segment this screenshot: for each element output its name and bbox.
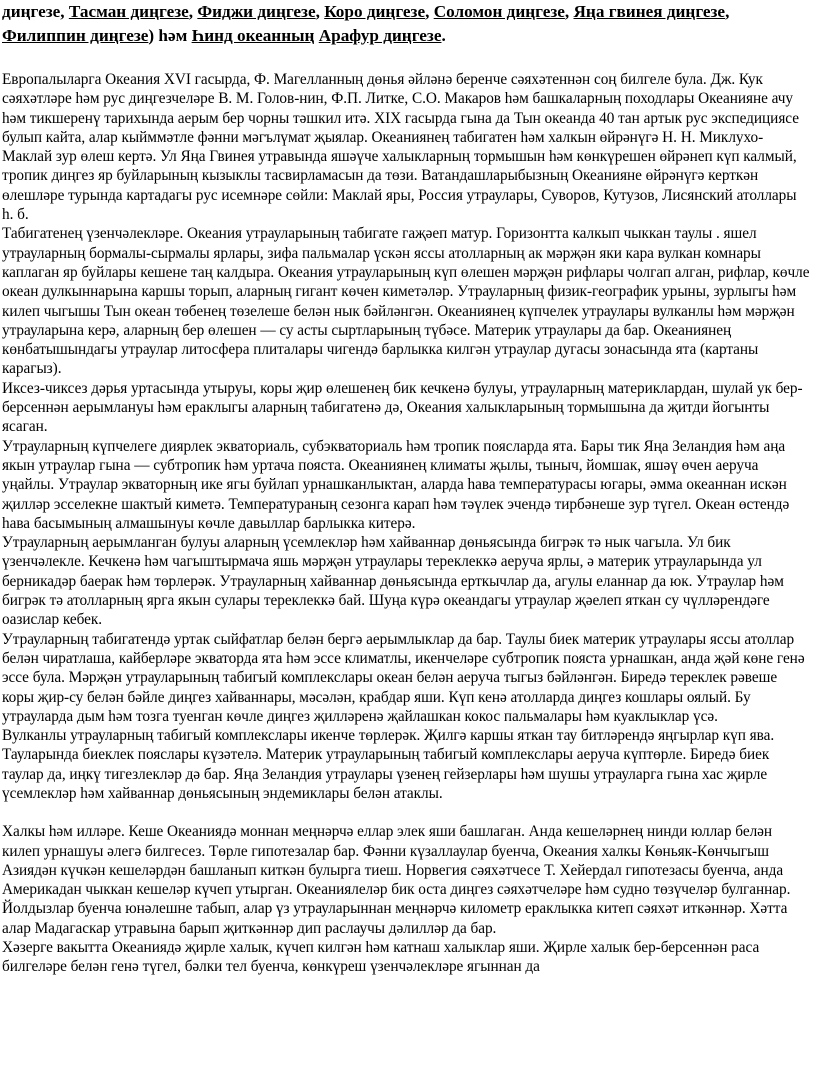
sea-name-link[interactable]: Яңа гвинея диңгезе bbox=[573, 2, 726, 21]
paragraph-population: Халкы һәм илләре. Кеше Океаниядә моннан меңнәрчә еллар элек яши башлаган. Анда кешеләрнең нинди юллар белән килеп урнашуы әлегә билгесез. Төрле гипотезалар бар. Фәнни күзаллаулар буенча, Океания халкы Көньяк-Көнчыгыш Азиядән күчкән кешеләрдән башланып киткән булырга тиеш. Норвегия сәяхәтчесе Т. Хейердал гипотезасы буенча, анда Америкадан чыккан кешеләр күчеп утырган. Океаниялеләр бик оста диңгез сәяхәтчеләре һәм судно төзүчеләр булганнар. Йолдызлар буенча юнәлешне табып, алар үз утрауларыннан меңнәрчә километр ераклыкка китеп сәяхәт иткәннәр. Хәтта алар Мадагаскар утравына барып җиткәннәр дип раслаучы дәлилләр да бар. bbox=[2, 823, 791, 937]
paragraph-volcanic-islands: Вулканлы утрауларның табигый комплекслары икенче төрлерәк. Җилгә каршы яткан тау битләрендә яңгырлар күп ява. Тауларында биеклек пояслары күзәтелә. Материк утрауларының табигый комплекслары аеруча күптөрле. Биредә биек таулар да, иңкү тигезлекләр дә бар. Яңа Зеландия утраулары үзенең гейзерлары һәм шушы утрауларга гына хас җирле үсемлекләр һәм хайваннар дөньясының эндемиклары белән атаклы. bbox=[2, 727, 775, 802]
header-sea-list bbox=[2, 0, 810, 48]
header-text: , bbox=[425, 2, 434, 21]
header-text: , bbox=[564, 2, 574, 21]
header-text: ) һәм bbox=[148, 26, 192, 45]
sea-name-link[interactable]: Филиппин диңгезе bbox=[2, 26, 149, 45]
header-text: диңгезе, bbox=[2, 2, 69, 21]
paragraph-common-features: Утрауларның табигатендә уртак сыйфатлар белән бергә аерымлыклар да бар. Таулы биек материк утраулары яссы атоллар белән чиратлаша, кайберләре экваторда ята һәм эссе климатлы, икенчеләре субтропик пояста урнашкан, анда җәй көне генә эссе була. Мәрҗән утрауларының табигый комплекслары океан белән аеруча тыгыз бәйләнгән. Биредә тереклек рәвеше коры җир-су белән бәйле диңгез хайваннары, мәсәлән, крабдар яши. Күп кенә атолларда диңгез кошлары оялый. Бу утрауларда дым һәм тозга туенган көчле диңгез җилләренә җайлашкан кокос пальмалары һәм куаклыклар үсә. bbox=[2, 630, 805, 725]
header-text: , bbox=[188, 2, 198, 21]
header-text: . bbox=[441, 26, 446, 45]
paragraph-nature-features: Табигатенең үзенчәлекләре. Океания утрауларының табигате гаҗәеп матур. Горизонтта калкып чыккан таулы . яшел утрауларның бормалы-сырмалы ярлары, зифа пальмалар үскән яссы атолларның ак мәрҗән яки кара вулкан комнары каплаган яр буйлары кешене таң калдыра. Океания утрауларының күп өлешен мәрҗән рифлары чолгап алган, рифлар, көчле океан дулкыннарына каршы торып, аларның гигант көчен киметәләр. Утрауларның физик-географик урыны, зурлыгы һәм килеп чыгышы Тын океан төбенең төзелеше белән нык бәйләнгән. Океаниянең күпчелек утраулары вулканлы һәм мәрҗән утрауларына керә, аларның бер өлешен — су асты сыртларының түбәсе. Материк утраулары да бар. Океаниянең көнбатышындагы утраулар литосфера плиталары чигендә барлыкка килгән утраулар дугасы зонасында ята (картаны карагыз). bbox=[2, 225, 810, 378]
paragraph-exploration-history: Европалыларга Океания XVI гасырда, Ф. Магелланның дөнья әйләнә беренче сәяхәтеннән соң билгеле була. Дж. Кук сәяхәтләре һәм рус диңгезчеләре В. М. Голов-нин, Ф.П. Литке, С.О. Макаров һәм башкаларның походлары Океанияне ачу һәм тикшеренү тарихында аерым бер чорны тәшкил итә. XIX гасырда гына да Тын океанда 40 тан артык рус экспедициясе булып кайта, алар кыйммәтле фәнни мәгълүмат җыялар. Океаниянең табигатен һәм халкын өйрәнүгә Н. Н. Миклухо-Маклай зур өлеш кертә. Ул Яңа Гвинея утравында яшәүче халыкларның тормышын һәм көнкүрешен өйрәнеп күп калмый, тропик диңгез яр буйларының кызыклы тасвирламасын да төзи. Ватандашларыбызның Океанияне өйрәнүгә керткән өлешләре турында картадагы рус исемнәре сөйли: Маклай яры, Россия утраулары, Суворов, Кутузов, Лисянский атоллары h. б. bbox=[2, 71, 799, 224]
paragraph-isolation: Иксез-чиксез дәрья уртасында утыруы, коры җир өлешенең бик кечкенә булуы, утрауларның материклардан, шулай ук бер-берсеннән аерымлануы һәм ераклыгы аларның табигатенә дә, Океания халыкларының тормышына да җитди йогынты ясаган. bbox=[2, 379, 803, 436]
paragraph-flora-fauna: Утрауларның аерымланган булуы аларның үсемлекләр һәм хайваннар дөньясында бигрәк тә нык чагыла. Ул бик үзенчәлекле. Кечкенә һәм чагыштырмача яшь мәрҗән утраулары тереклеккә аеруча ярлы, ә материк утрауларында ул берникадәр баерак һәм төрлерәк. Утрауларның хайваннар дөньясында ерткычлар да, агулы еланнар да юк. Утраулар һәм бигрәк тә атолларның ярга якын сулары тереклеккә бай. Шуңа күрә океандагы утраулар җәелеп яткан су чүлләрендәге оазислар кебек. bbox=[2, 534, 784, 629]
sea-name-link[interactable]: Арафур диңгезе bbox=[318, 26, 442, 45]
sea-name-link[interactable]: Фиджи диңгезе bbox=[197, 2, 316, 21]
header-text: , bbox=[315, 2, 325, 21]
paragraph-climate: Утрауларның күпчелеге диярлек экваториаль, субэкваториаль һәм тропик поясларда ята. Бары тик Яңа Зеландия һәм аңа якын утраулар гына — субтропик һәм уртача пояста. Океаниянең климаты җылы, тыныч, йомшак, яшәү өчен аеруча уңайлы. Утраулар экваторның ике ягы буйлап урнашканлыктан, аларда һава температурасы югары, әмма океаннан искән җилләр эсселекне шактый киметә. Температураның сезонга карап һәм тәүлек эчендә тирбәнеше зур түгел. Океан өстендә һава басымының алмашынуы көчле давыллар барлыкка китерә. bbox=[2, 437, 790, 532]
document-body bbox=[2, 70, 810, 977]
paragraph-current-population: Хәзерге вакытта Океаниядә җирле халык, күчеп килгән һәм катнаш халыклар яши. Җирле халык бер-берсеннән раса билгеләре белән генә түгел, бәлки тел буенча, көнкүреш үзенчәлекләре ягыннан да bbox=[2, 939, 760, 976]
sea-name-link[interactable]: Соломон диңгезе bbox=[433, 2, 565, 21]
header-text: , bbox=[725, 2, 730, 21]
sea-name-link[interactable]: Коро диңгезе bbox=[324, 2, 426, 21]
sea-name-link[interactable]: Һинд океанның bbox=[191, 26, 315, 45]
sea-name-link[interactable]: Тасман диңгезе bbox=[68, 2, 189, 21]
